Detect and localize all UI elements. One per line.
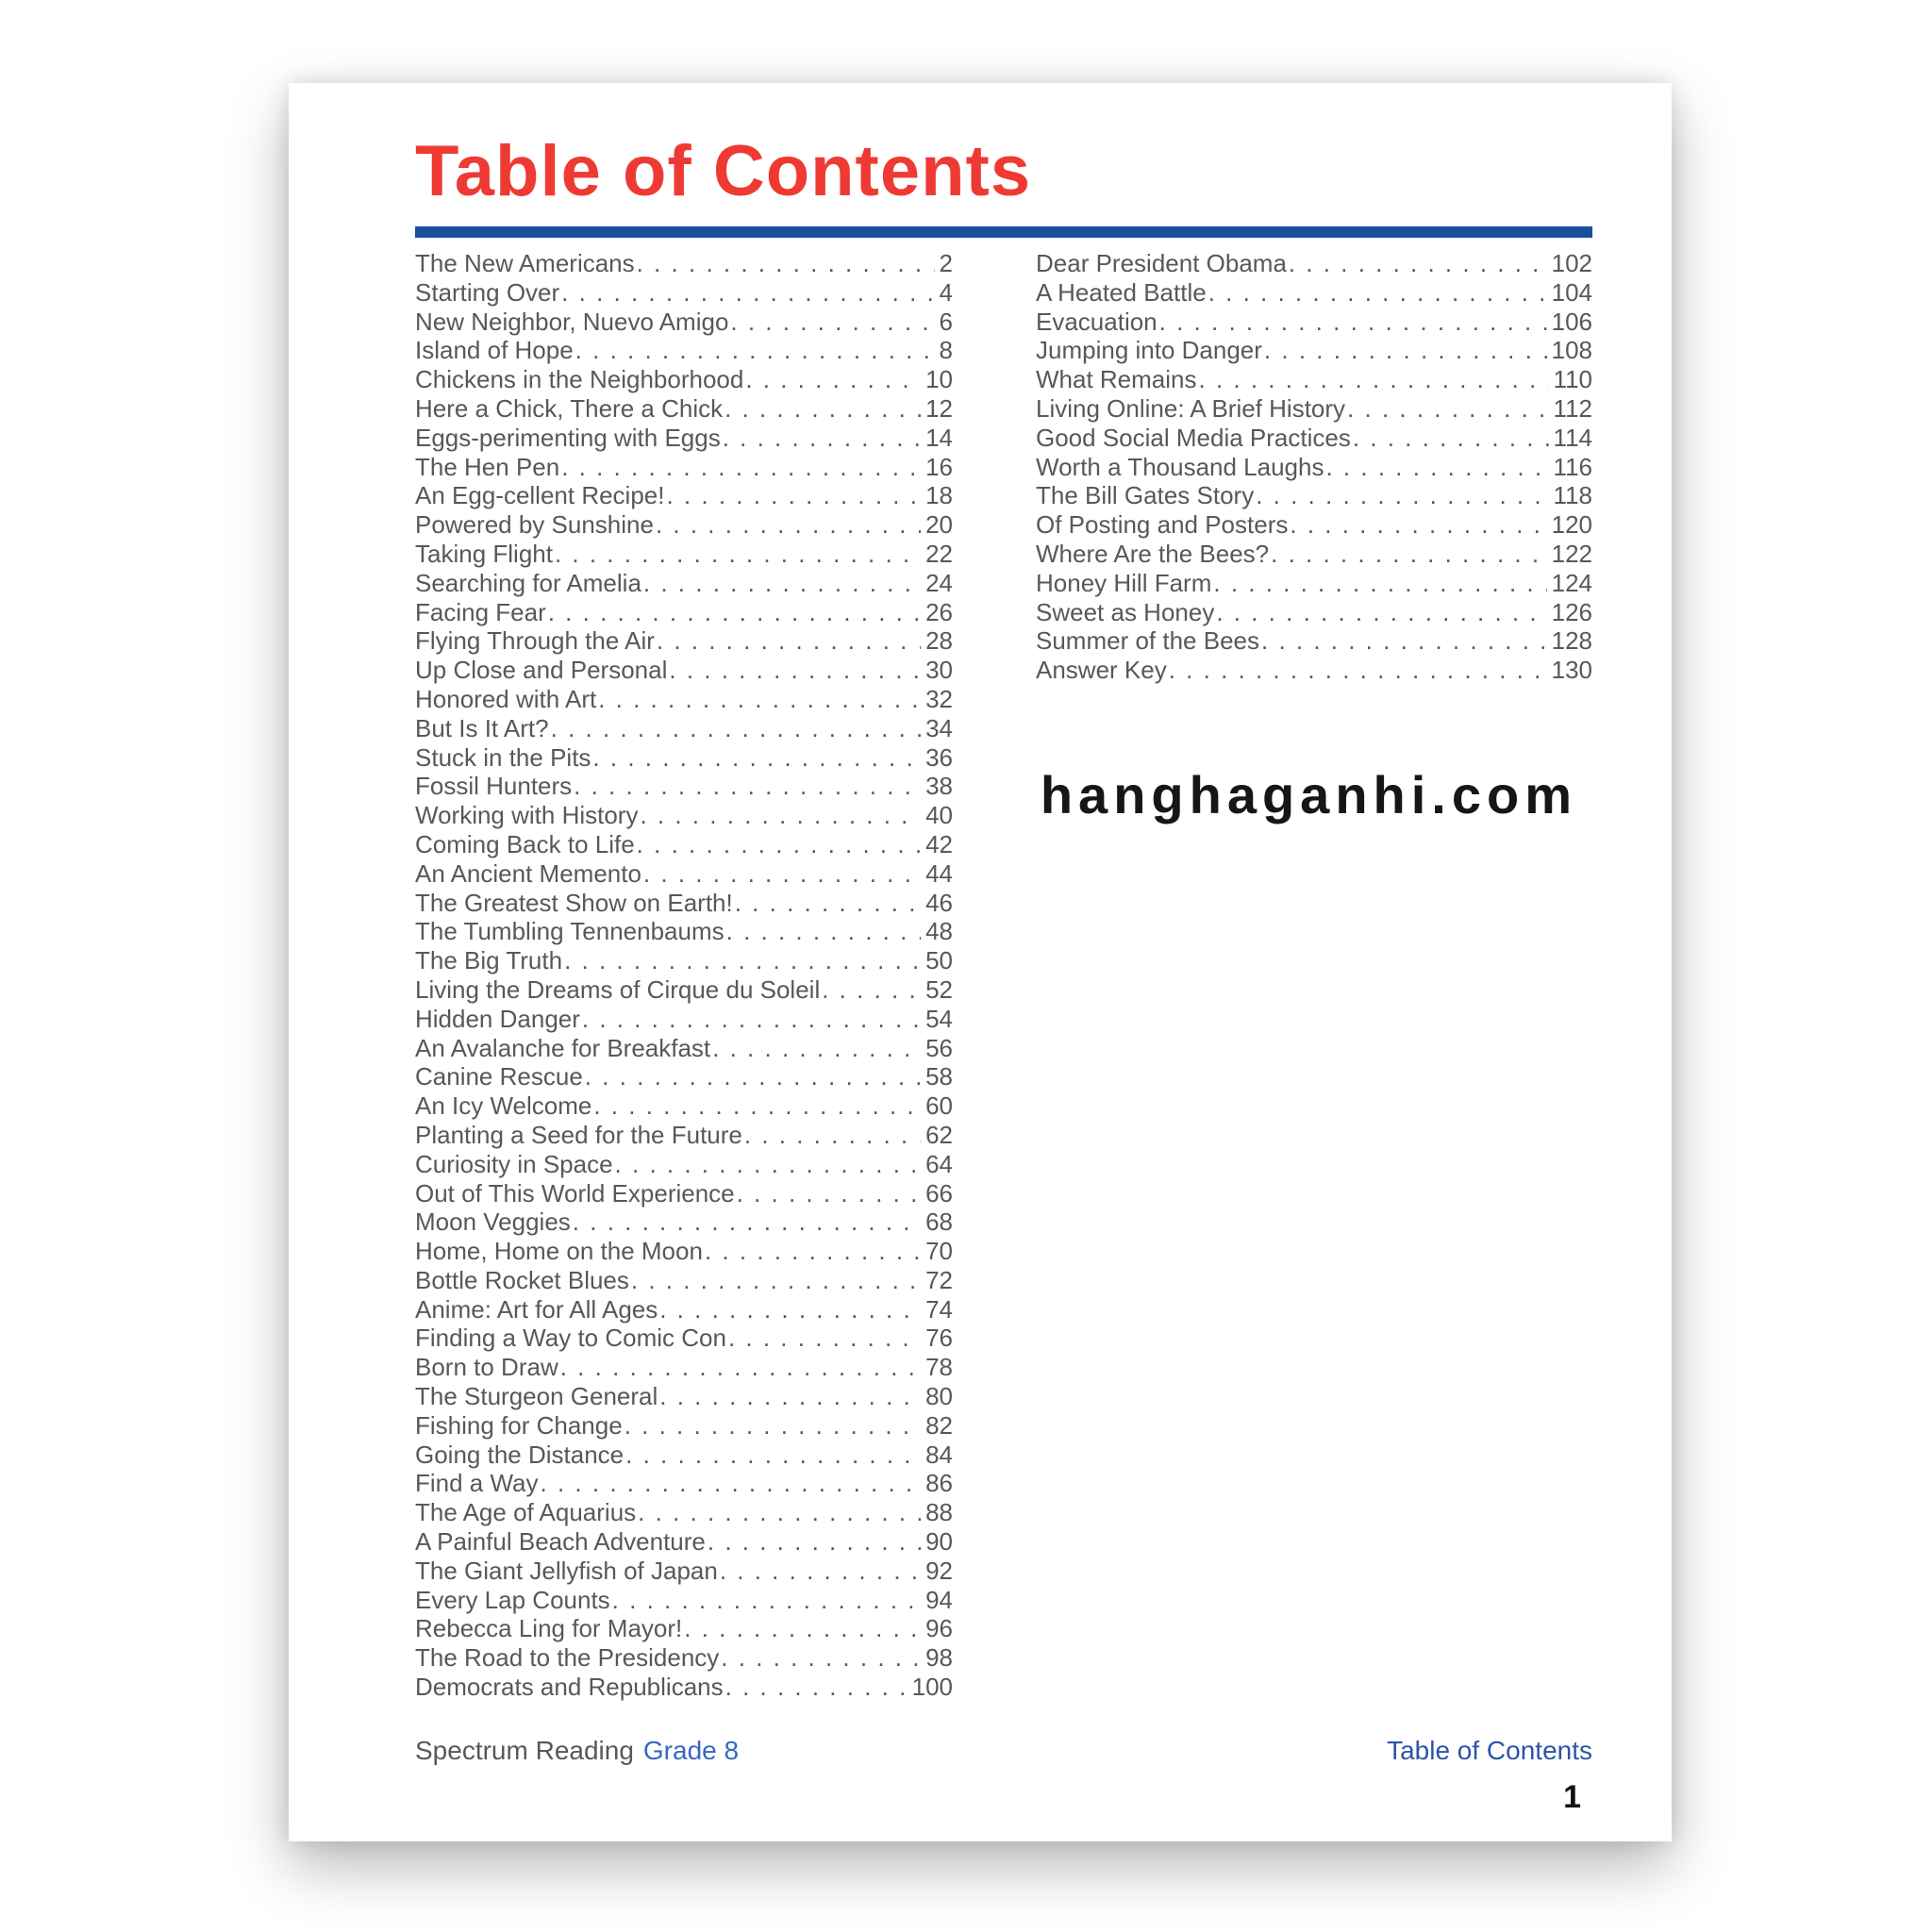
toc-entry <box>415 481 953 510</box>
toc-entry-page: 94 <box>925 1585 953 1614</box>
toc-entry-page: 120 <box>1551 510 1592 540</box>
toc-entry-page: 34 <box>925 713 953 742</box>
toc-entry-page: 64 <box>925 1149 953 1178</box>
toc-dot-leader <box>745 365 921 394</box>
toc-entry-page: 60 <box>925 1091 953 1121</box>
toc-dot-leader <box>564 946 921 975</box>
toc-entry-title: An Avalanche for Breakfast <box>415 1033 711 1062</box>
toc-entry <box>415 685 953 714</box>
page-number: 1 <box>1563 1779 1581 1815</box>
toc-entry <box>415 569 953 598</box>
toc-dot-leader <box>705 1237 921 1266</box>
toc-entry-page: 46 <box>925 888 953 917</box>
toc-entry <box>415 1527 953 1557</box>
toc-entry-title: An Icy Welcome <box>415 1091 592 1121</box>
toc-entry-page: 110 <box>1553 365 1592 394</box>
toc-dot-leader <box>631 1266 921 1295</box>
toc-dot-leader <box>684 1614 921 1643</box>
toc-entry-title: Searching for Amelia <box>415 568 641 597</box>
toc-entry-title: The Road to the Presidency <box>415 1643 720 1673</box>
toc-dot-leader <box>1261 626 1547 656</box>
toc-entry <box>1036 656 1592 685</box>
toc-entry-title: Moon Veggies <box>415 1208 571 1237</box>
toc-entry-page: 6 <box>939 307 953 336</box>
toc-entry-title: Island of Hope <box>415 336 574 365</box>
toc-entry <box>415 1498 953 1527</box>
toc-entry <box>415 394 953 424</box>
toc-dot-leader <box>643 569 921 598</box>
toc-entry-page: 102 <box>1551 249 1592 277</box>
toc-entry-page: 4 <box>939 277 953 307</box>
toc-entry <box>1036 336 1592 365</box>
toc-dot-leader <box>1353 424 1549 453</box>
toc-dot-leader <box>721 1643 921 1673</box>
toc-dot-leader <box>615 1150 922 1179</box>
toc-entry <box>415 1353 953 1382</box>
toc-dot-leader <box>744 1121 921 1150</box>
toc-entry-page: 22 <box>925 539 953 568</box>
toc-entry-page: 8 <box>939 336 953 365</box>
toc-entry <box>415 975 953 1005</box>
toc-entry <box>415 946 953 975</box>
toc-entry <box>415 540 953 569</box>
toc-entry <box>415 453 953 482</box>
toc-dot-leader <box>637 830 921 859</box>
toc-entry-title: Good Social Media Practices <box>1036 423 1351 452</box>
toc-entry-title: The Big Truth <box>415 946 563 975</box>
toc-entry <box>415 1643 953 1673</box>
toc-columns <box>415 249 1592 1702</box>
toc-entry <box>415 1441 953 1470</box>
toc-entry-title: Planting a Seed for the Future <box>415 1120 742 1149</box>
toc-entry-page: 44 <box>925 858 953 888</box>
toc-entry-page: 112 <box>1553 393 1592 423</box>
toc-dot-leader <box>612 1586 921 1615</box>
toc-entry-page: 130 <box>1551 656 1592 685</box>
toc-dot-leader <box>656 510 921 540</box>
toc-entry-page: 68 <box>925 1208 953 1237</box>
toc-entry-title: Sweet as Honey <box>1036 597 1215 626</box>
toc-entry <box>1036 453 1592 482</box>
toc-entry <box>415 1208 953 1237</box>
toc-entry-title: What Remains <box>1036 365 1197 394</box>
toc-entry-title: An Egg-cellent Recipe! <box>415 481 665 510</box>
toc-dot-leader <box>1213 569 1546 598</box>
toc-entry-page: 114 <box>1553 423 1592 452</box>
toc-entry <box>415 656 953 685</box>
toc-column-left <box>415 249 953 1702</box>
toc-entry-page: 116 <box>1553 452 1592 481</box>
toc-entry-page: 96 <box>925 1614 953 1643</box>
toc-entry-page: 74 <box>925 1294 953 1324</box>
toc-dot-leader <box>555 540 921 569</box>
toc-entry-title: Every Lap Counts <box>415 1585 610 1614</box>
toc-dot-leader <box>666 481 921 510</box>
toc-entry <box>415 772 953 801</box>
toc-entry <box>415 917 953 946</box>
toc-entry <box>415 1034 953 1063</box>
toc-entry-page: 126 <box>1551 597 1592 626</box>
toc-entry-title: Stuck in the Pits <box>415 742 591 772</box>
toc-dot-leader <box>723 424 921 453</box>
toc-entry <box>415 1586 953 1615</box>
toc-entry-page: 56 <box>925 1033 953 1062</box>
toc-entry <box>1036 598 1592 627</box>
toc-dot-leader <box>725 1673 908 1702</box>
toc-entry-title: Of Posting and Posters <box>1036 510 1289 540</box>
toc-entry <box>415 1237 953 1266</box>
toc-dot-leader <box>728 1324 921 1353</box>
toc-entry-title: An Ancient Memento <box>415 858 641 888</box>
toc-entry-page: 28 <box>925 626 953 656</box>
toc-entry <box>415 365 953 394</box>
toc-dot-leader <box>720 1557 921 1586</box>
toc-entry <box>415 1673 953 1702</box>
toc-page <box>289 83 1672 1841</box>
toc-entry-page: 58 <box>925 1062 953 1091</box>
toc-entry-title: Up Close and Personal <box>415 656 668 685</box>
toc-dot-leader <box>1208 278 1547 308</box>
toc-entry-title: But Is It Art? <box>415 713 549 742</box>
toc-entry-title: Fishing for Change <box>415 1410 623 1440</box>
toc-entry-page: 24 <box>925 568 953 597</box>
toc-entry-title: The Tumbling Tennenbaums <box>415 917 724 946</box>
toc-dot-leader <box>561 278 934 308</box>
toc-entry-page: 128 <box>1551 626 1592 656</box>
toc-entry-title: Jumping into Danger <box>1036 336 1262 365</box>
toc-entry-title: The Giant Jellyfish of Japan <box>415 1556 718 1585</box>
toc-dot-leader <box>712 1034 921 1063</box>
toc-entry-title: The Greatest Show on Earth! <box>415 888 733 917</box>
toc-entry-title: Honored with Art <box>415 684 597 713</box>
toc-entry-page: 42 <box>925 829 953 858</box>
toc-entry-title: Coming Back to Life <box>415 829 635 858</box>
toc-entry-page: 104 <box>1551 277 1592 307</box>
footer-book <box>415 1736 739 1766</box>
toc-dot-leader <box>1216 598 1546 627</box>
toc-dot-leader <box>724 394 921 424</box>
toc-entry <box>415 1121 953 1150</box>
toc-entry <box>415 743 953 773</box>
toc-entry-title: Finding a Way to Comic Con <box>415 1324 726 1353</box>
footer-book-title: Spectrum Reading <box>415 1736 634 1765</box>
toc-entry <box>415 1266 953 1295</box>
toc-entry-page: 66 <box>925 1178 953 1208</box>
toc-entry <box>415 1005 953 1034</box>
toc-dot-leader <box>1271 540 1546 569</box>
toc-dot-leader <box>551 714 921 743</box>
toc-entry <box>415 598 953 627</box>
toc-entry-page: 12 <box>925 393 953 423</box>
toc-entry-title: Powered by Sunshine <box>415 510 654 540</box>
toc-entry-page: 18 <box>925 481 953 510</box>
toc-entry <box>415 1557 953 1586</box>
page-title: Table of Contents <box>415 131 1032 211</box>
toc-entry-title: Answer Key <box>1036 656 1167 685</box>
toc-entry-page: 26 <box>925 597 953 626</box>
toc-entry-page: 14 <box>925 423 953 452</box>
toc-dot-leader <box>643 859 921 889</box>
toc-entry-page: 70 <box>925 1237 953 1266</box>
toc-entry-page: 38 <box>925 772 953 801</box>
toc-dot-leader <box>598 685 921 714</box>
toc-dot-leader <box>669 656 921 685</box>
toc-entry-title: Going the Distance <box>415 1440 625 1469</box>
title-rule <box>415 226 1592 238</box>
toc-entry-title: Hidden Danger <box>415 1004 580 1033</box>
toc-dot-leader <box>637 249 935 278</box>
toc-entry-title: Dear President Obama <box>1036 249 1287 277</box>
toc-dot-leader <box>640 801 921 830</box>
toc-entry <box>415 1614 953 1643</box>
toc-dot-leader <box>625 1441 921 1470</box>
toc-entry-page: 30 <box>925 656 953 685</box>
toc-entry-page: 108 <box>1551 336 1592 365</box>
toc-entry-title: Worth a Thousand Laughs <box>1036 452 1324 481</box>
toc-entry <box>415 714 953 743</box>
toc-entry-page: 48 <box>925 917 953 946</box>
toc-entry <box>415 859 953 889</box>
toc-entry-page: 118 <box>1553 481 1592 510</box>
toc-entry-title: The Hen Pen <box>415 452 560 481</box>
toc-entry <box>415 336 953 365</box>
toc-dot-leader <box>1264 336 1547 365</box>
toc-entry-title: Evacuation <box>1036 307 1158 336</box>
toc-entry-page: 72 <box>925 1265 953 1294</box>
toc-entry-page: 32 <box>925 684 953 713</box>
toc-entry-title: A Heated Battle <box>1036 277 1207 307</box>
toc-entry <box>415 308 953 337</box>
toc-entry-title: Canine Rescue <box>415 1062 583 1091</box>
toc-entry-title: Starting Over <box>415 277 560 307</box>
toc-entry <box>1036 424 1592 453</box>
toc-entry-page: 2 <box>939 249 953 277</box>
toc-entry <box>415 1091 953 1121</box>
toc-entry <box>415 510 953 540</box>
toc-entry <box>1036 481 1592 510</box>
toc-entry-title: Anime: Art for All Ages <box>415 1294 658 1324</box>
toc-entry-page: 84 <box>925 1440 953 1469</box>
toc-dot-leader <box>1325 453 1548 482</box>
toc-entry-title: The Bill Gates Story <box>1036 481 1255 510</box>
toc-entry-title: New Neighbor, Nuevo Amigo <box>415 307 729 336</box>
toc-dot-leader <box>638 1498 921 1527</box>
toc-entry <box>415 278 953 308</box>
toc-dot-leader <box>1159 308 1547 337</box>
toc-entry-page: 124 <box>1551 568 1592 597</box>
toc-entry <box>415 1150 953 1179</box>
toc-entry-title: Honey Hill Farm <box>1036 568 1212 597</box>
toc-dot-leader <box>575 336 935 365</box>
toc-entry <box>1036 626 1592 656</box>
toc-dot-leader <box>625 1411 921 1441</box>
toc-entry <box>415 626 953 656</box>
toc-entry <box>1036 394 1592 424</box>
toc-entry-title: The New Americans <box>415 249 635 277</box>
toc-entry <box>415 1469 953 1498</box>
toc-entry <box>415 1062 953 1091</box>
toc-entry-page: 92 <box>925 1556 953 1585</box>
toc-dot-leader <box>726 917 921 946</box>
toc-entry <box>415 1179 953 1208</box>
toc-dot-leader <box>560 1353 921 1382</box>
toc-entry-page: 88 <box>925 1498 953 1527</box>
watermark: hanghaganhi.com <box>1040 765 1577 824</box>
toc-entry-title: Out of This World Experience <box>415 1178 735 1208</box>
toc-dot-leader <box>659 1382 921 1411</box>
toc-entry-page: 16 <box>925 452 953 481</box>
toc-entry <box>415 1411 953 1441</box>
toc-dot-leader <box>1256 481 1548 510</box>
toc-entry-page: 100 <box>911 1673 953 1702</box>
toc-entry-title: The Age of Aquarius <box>415 1498 637 1527</box>
toc-entry-title: Born to Draw <box>415 1353 558 1382</box>
toc-entry <box>415 1295 953 1324</box>
toc-entry <box>415 424 953 453</box>
toc-entry <box>415 1324 953 1353</box>
toc-entry <box>415 830 953 859</box>
toc-entry-page: 80 <box>925 1382 953 1411</box>
toc-dot-leader <box>541 1469 922 1498</box>
toc-entry <box>1036 278 1592 308</box>
toc-entry-title: Rebecca Ling for Mayor! <box>415 1614 683 1643</box>
toc-entry-page: 106 <box>1551 307 1592 336</box>
toc-entry-title: Here a Chick, There a Chick <box>415 393 724 423</box>
toc-entry-page: 36 <box>925 742 953 772</box>
toc-entry-page: 122 <box>1551 539 1592 568</box>
footer-grade: Grade 8 <box>642 1736 740 1765</box>
toc-entry-title: Fossil Hunters <box>415 772 573 801</box>
toc-entry-title: The Sturgeon General <box>415 1382 658 1411</box>
toc-dot-leader <box>582 1005 921 1034</box>
toc-entry-title: A Painful Beach Adventure <box>415 1527 706 1557</box>
toc-entry-page: 20 <box>925 510 953 540</box>
toc-dot-leader <box>573 1208 921 1237</box>
toc-dot-leader <box>1290 510 1546 540</box>
toc-dot-leader <box>822 975 921 1005</box>
toc-column-right <box>1036 249 1592 685</box>
footer <box>415 1736 1592 1766</box>
toc-dot-leader <box>737 1179 921 1208</box>
toc-entry-page: 78 <box>925 1353 953 1382</box>
toc-entry-title: Facing Fear <box>415 597 546 626</box>
toc-entry-title: Flying Through the Air <box>415 626 655 656</box>
toc-entry-page: 10 <box>925 365 953 394</box>
toc-entry-title: Democrats and Republicans <box>415 1673 724 1702</box>
toc-entry-title: Working with History <box>415 801 639 830</box>
toc-entry-page: 52 <box>925 974 953 1004</box>
toc-entry-title: Taking Flight <box>415 539 553 568</box>
toc-dot-leader <box>561 453 921 482</box>
toc-dot-leader <box>1169 656 1547 685</box>
toc-dot-leader <box>593 1091 921 1121</box>
toc-entry-title: Living Online: A Brief History <box>1036 393 1346 423</box>
toc-entry-title: Where Are the Bees? <box>1036 539 1270 568</box>
toc-dot-leader <box>548 598 921 627</box>
footer-section: Table of Contents <box>1387 1736 1592 1765</box>
toc-entry <box>1036 510 1592 540</box>
toc-entry-title: Curiosity in Space <box>415 1149 613 1178</box>
toc-entry <box>1036 249 1592 278</box>
toc-entry-page: 62 <box>925 1120 953 1149</box>
toc-dot-leader <box>1199 365 1549 394</box>
toc-dot-leader <box>1289 249 1547 278</box>
toc-entry-title: Chickens in the Neighborhood <box>415 365 744 394</box>
toc-entry <box>415 249 953 278</box>
toc-entry-title: Eggs-perimenting with Eggs <box>415 423 721 452</box>
toc-entry-page: 90 <box>925 1527 953 1557</box>
toc-entry-title: Summer of the Bees <box>1036 626 1259 656</box>
toc-entry-page: 86 <box>925 1469 953 1498</box>
toc-dot-leader <box>659 1295 921 1324</box>
toc-dot-leader <box>592 743 921 773</box>
toc-entry <box>1036 540 1592 569</box>
toc-dot-leader <box>1347 394 1549 424</box>
toc-entry <box>415 801 953 830</box>
toc-entry-page: 98 <box>925 1643 953 1673</box>
toc-entry-title: Living the Dreams of Cirque du Soleil <box>415 974 821 1004</box>
toc-entry-title: Bottle Rocket Blues <box>415 1265 629 1294</box>
toc-entry <box>1036 569 1592 598</box>
toc-entry-page: 76 <box>925 1324 953 1353</box>
toc-entry-page: 54 <box>925 1004 953 1033</box>
toc-dot-leader <box>585 1062 921 1091</box>
toc-dot-leader <box>730 308 934 337</box>
toc-entry-page: 82 <box>925 1410 953 1440</box>
toc-entry-page: 40 <box>925 801 953 830</box>
toc-dot-leader <box>708 1527 921 1557</box>
toc-entry-page: 50 <box>925 946 953 975</box>
toc-entry <box>415 1382 953 1411</box>
toc-dot-leader <box>657 626 921 656</box>
toc-dot-leader <box>735 889 921 918</box>
toc-entry-title: Home, Home on the Moon <box>415 1237 703 1266</box>
toc-entry <box>415 889 953 918</box>
toc-entry-title: Find a Way <box>415 1469 539 1498</box>
toc-entry <box>1036 365 1592 394</box>
toc-dot-leader <box>574 772 921 801</box>
toc-entry <box>1036 308 1592 337</box>
